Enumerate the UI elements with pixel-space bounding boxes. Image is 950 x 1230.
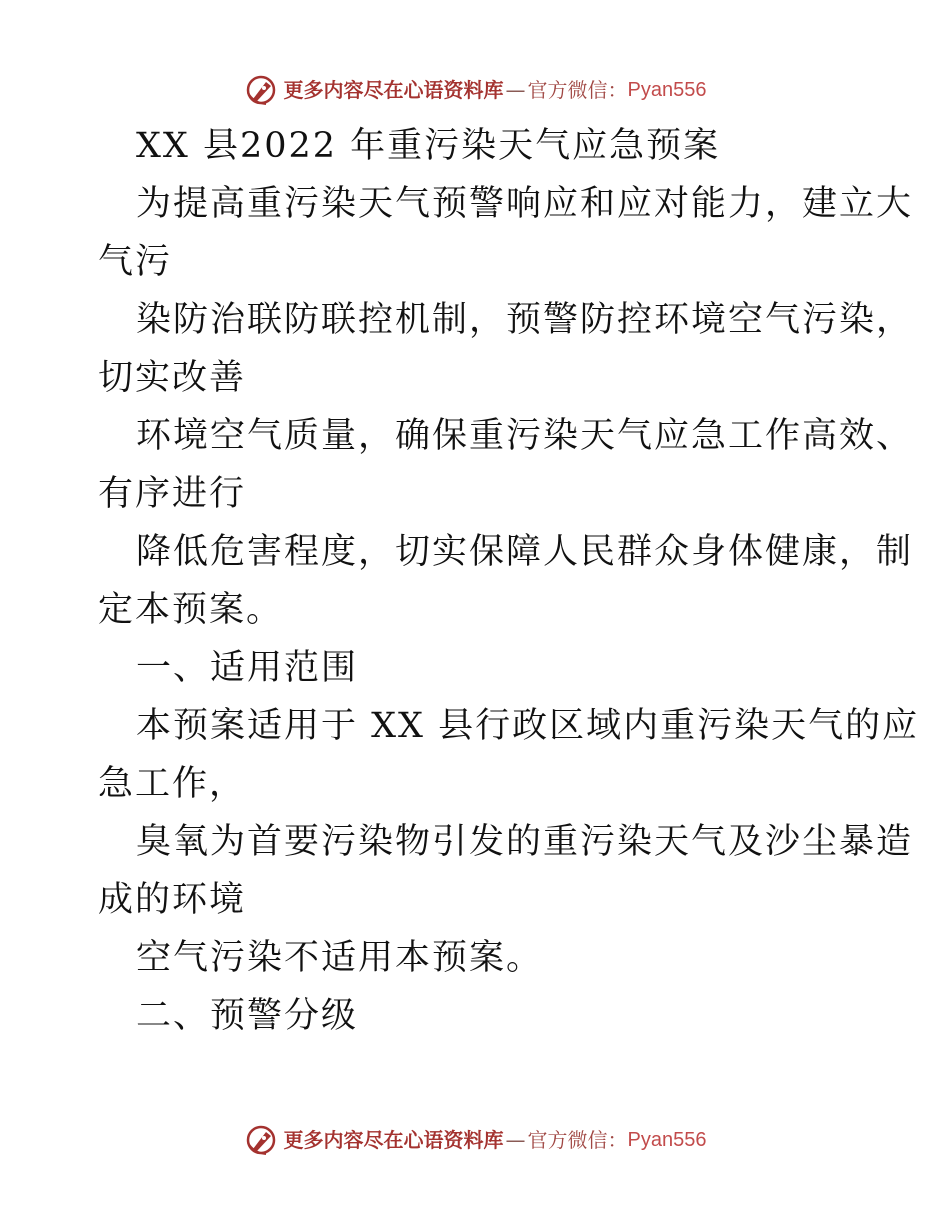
- paragraph-line: 本预案适用于 XX 县行政区域内重污染天气的应: [136, 706, 920, 746]
- watermark-text: [284, 1120, 707, 1160]
- paragraph-line: 空气污染不适用本预案。: [136, 938, 544, 978]
- header-watermark: [0, 70, 950, 110]
- paragraph-line: 切实改善: [98, 358, 247, 398]
- watermark-dash: —: [505, 1128, 526, 1152]
- watermark-wechat-label: 官方微信：: [527, 78, 628, 102]
- watermark-dash: —: [505, 78, 526, 102]
- document-body: [98, 117, 920, 1045]
- watermark-main-text: 更多内容尽在心语资料库: [283, 1128, 504, 1152]
- document-title: XX 县2022 年重污染天气应急预案: [136, 126, 721, 166]
- pen-nib-logo-icon: [244, 73, 278, 107]
- watermark-wechat-label: 官方微信：: [527, 1128, 628, 1152]
- paragraph-line: 定本预案。: [98, 590, 284, 630]
- paragraph-line: 有序进行: [98, 474, 247, 514]
- paragraph-line: 臭氧为首要污染物引发的重污染天气及沙尘暴造: [136, 822, 914, 862]
- paragraph-line: 成的环境: [98, 880, 247, 920]
- watermark-wechat-id: Pyan556: [627, 1129, 707, 1151]
- section-heading: 一、适用范围: [136, 648, 359, 688]
- paragraph-line: 气污: [98, 242, 173, 282]
- watermark-wechat-id: Pyan556: [627, 79, 707, 101]
- paragraph-line: 降低危害程度，切实保障人民群众身体健康，制: [136, 532, 914, 572]
- pen-nib-logo-icon: [244, 1123, 278, 1157]
- section-heading: 二、预警分级: [136, 996, 359, 1036]
- paragraph-line: 急工作，: [98, 764, 247, 804]
- footer-watermark: [0, 1120, 950, 1160]
- paragraph-line: 染防治联防联控机制，预警防控环境空气污染，: [136, 300, 914, 340]
- watermark-main-text: 更多内容尽在心语资料库: [283, 78, 504, 102]
- paragraph-line: 环境空气质量，确保重污染天气应急工作高效、: [136, 416, 914, 456]
- watermark-text: [284, 70, 707, 110]
- paragraph-line: 为提高重污染天气预警响应和应对能力，建立大: [136, 184, 914, 224]
